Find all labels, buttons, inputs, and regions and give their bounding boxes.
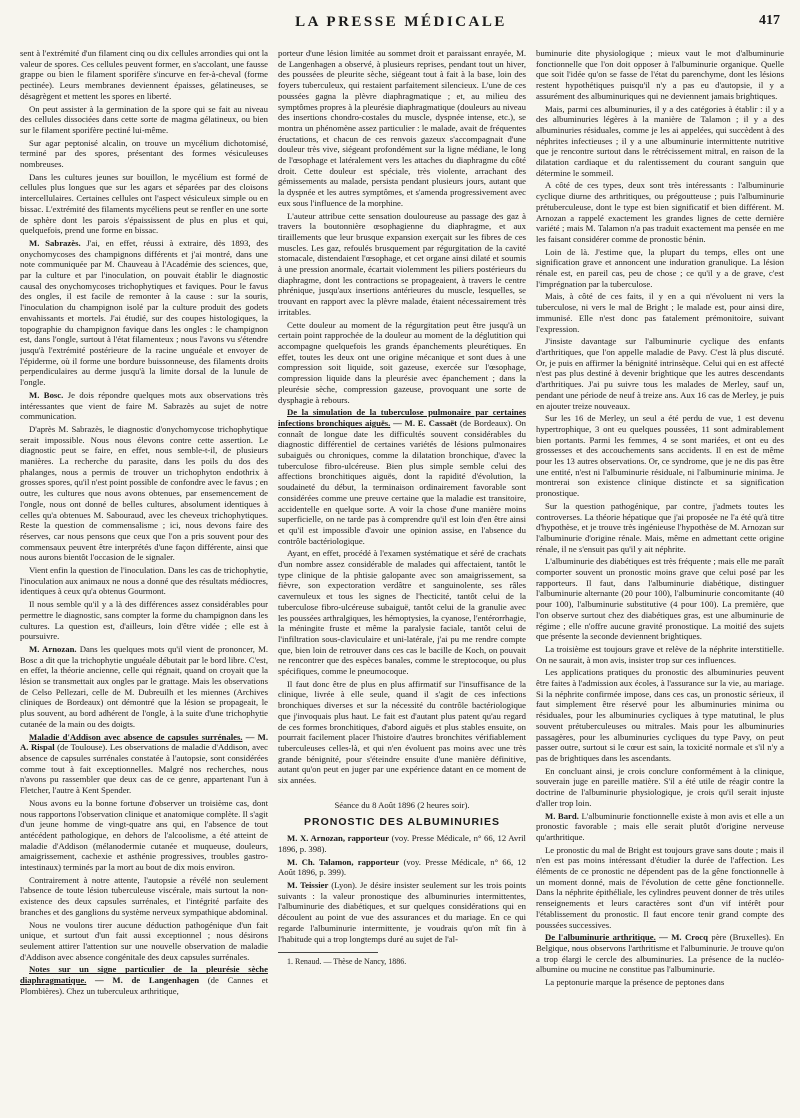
paragraph: A côté de ces types, deux sont très intéressants : l'albuminurie cyclique diurne des arthritiques, ou prégoutteuse ; puis l'albuminurie prétuberculeuse, dont le type est bien significatif et bien différent. M. Arnozan a rappelé exactement les grandes lignes de cette dernière variété ; mais M. Talamon n'a pas traduit exactement ma pensée en me les faisant considérer comme de pronostic bénin.	[536, 180, 784, 244]
paragraph: La troisième est toujours grave et relève de la néphrite interstitielle. On ne saurait, à mon avis, insister trop sur ces influences.	[536, 643, 784, 665]
paragraph	[20, 732, 268, 796]
paragraph: Sur les 16 de Merley, un seul a été perdu de vue, 1 est devenu hypertrophique, 3 ont eu quelques poussées, 11 sont admirablement bien portants. Parmi les femmes, 4 se sont mariées, et ont eu des grossesses et des accouchements sans accidents. Il en est de même pour les 13 autres observations. Or, ce syndrome, que je ne dis pas être une entité, n'est ni l'albuminurie résiduale, ni l'albuminurie minima. Je montrerai son existence clinique distincte et sa signification pronostique.	[536, 413, 784, 499]
paragraph: J'insiste davantage sur l'albuminurie cyclique des enfants d'arthritiques, que l'on appelle maladie de Pavy. C'est là plus discuté. Or, je puis en affirmer la bénignité intrinsèque. Celui qui en est affecté n'est pas plus destiné à devenir brightique que les autres descendants d'arthritiques. J'ai pu suivre tous les malades de Merley, sauf un, pendant une période de neuf à treize ans. Aux 16 cas de Merley, je puis en ajouter treize nouveaux.	[536, 336, 784, 411]
paragraph: Loin de là. J'estime que, la plupart du temps, elles ont une signification grave et annoncent une induration granulique. La lésion rénale est, en pareil cas, peu de chose ; ce qu'il y a de grave, c'est l'imprégnation par la tuberculose.	[536, 246, 784, 289]
paragraph: Le pronostic du mal de Bright est toujours grave sans doute ; mais il n'en est pas moins intéressant d'étudier la durée de l'affection. Les éléments de ce pronostic ne dépendent pas de la gêne fonctionnelle à un moment donné, mais de l'évolution de cette gêne fonctionnelle. Dans la néphrite épithéliale, les cylindres peuvent donner de très utiles renseignements et leurs caractères sont d'un vif intérêt pour l'établissement du pronostic. Il faut encore tenir grand compte des poussées successives.	[536, 844, 784, 930]
speaker-name: M. X. Arnozan, rapporteur	[287, 833, 390, 844]
paragraph: buminurie dite physiologique ; mieux vaut le mot d'albuminurie fonctionnelle que l'on doit opposer à l'albuminurie organique. Quelle que soit l'idée qu'on se fasse de l'état du parenchyme, dont les lésions restent hypothétiques puisqu'il n'y a pas eu d'autopsie, il y a assurément des albuminuriques qui ne deviennent jamais brightiques.	[536, 48, 784, 101]
paragraph-text: (de Toulouse). Les observations de maladie d'Addison, avec absence de capsules surrénales constatée à l'autopsie, sont considérées comme tout à fait exceptionnelles. Malgré nos recherches, nous n'avons pu rassembler que deux cas de ce genre, appartenant l'un à Fletcher, l'autre à Kent Spender.	[20, 742, 268, 796]
paragraph: Il nous semble qu'il y a là des différences assez considérables pour permettre le diagnostic, sans compter la forme du champignon dans les cultures. La question est, d'ailleurs, loin d'être vidée ; elle est à poursuivre.	[20, 599, 268, 642]
paragraph-text: (voy. Presse Médicale, n° 66, 12 Avril 1896, p. 398).	[278, 833, 526, 854]
paragraph	[536, 932, 784, 975]
page-header	[20, 0, 782, 40]
column-3	[536, 48, 784, 1112]
speaker-name: M. Teissier	[287, 880, 329, 891]
paragraph: Ayant, en effet, procédé à l'examen systématique et séré de crachats d'un nombre assez considérable de malades qui affectaient, tantôt le type clinique de la phtisie galopante avec son amaigrissement, sa fièvre, son expectoration verdâtre et sanguinolente, ses râles cavernuleux et tous les signes de l'hecticité, tantôt celui de la tuberculose fibro-ulcéreuse subaiguë, tantôt celui de la granulie avec les poussées arthralgiques, les hémoptysies, la cyanose, l'entérorrhagie, la méningite fruste et même la paralysie faciale, tantôt celui de l'infiltration sous-claviculaire et uni-latérale, j'ai pu me rendre compte que, bien loin de retrouver dans ces cas le bacille de Koch, on pouvait ne rencontrer que des espèces banales, comme le streptocoque, ou plus spécifiques, comme le pneumocoque.	[278, 548, 526, 677]
paragraph: D'après M. Sabrazès, le diagnostic d'onychomycose trichophytique serait impossible. Nous nous élevons contre cette assertion. Le diagnostic peut se faire, en effet, nous semble-t-il, de plusieurs manières. La recherche du parasite, dans les poils du dos des phalanges, nous a permis de trouver un trichophyton endothrix à grosses spores, qu'il n'est point possible de confondre avec le favus ; en outre, les cultures que nous avons obtenues, par ensemencement de l'ongle, nous ont donné de belles cultures, absolument identiques à celles qu'a obtenues M. Sabouraud, avec les cheveux trichophytiques. Reste la question de commensalisme ; ici, nous devons faire des réserves, car nous pensons que ceux que l'on a pris souvent pour des commensaux peuvent être interprétés d'une façon différente, ainsi que nous aurons bientôt l'occasion de le signaler.	[20, 423, 268, 563]
text-columns	[20, 48, 784, 1112]
speaker-name: M. Sabrazès.	[29, 237, 81, 248]
masthead-title: LA PRESSE MÉDICALE	[295, 14, 507, 30]
paragraph	[20, 390, 268, 422]
footnote-divider	[278, 952, 378, 953]
paragraph: Sur agar peptonisé alcalin, on trouve un mycélium dichotomisé, terminé par des spores, présentant des formes vésiculeuses nombreuses.	[20, 137, 268, 170]
paragraph-text: Je dois répondre quelques mots aux observations très intéressantes que vient de faire M. Sabrazès au sujet de notre communication.	[20, 389, 268, 422]
paragraph: Contrairement à notre attente, l'autopsie a révélé non seulement l'absence de toute lésion tuberculeuse viscérale, mais surtout la non-existence des deux capsules surrénales, et l'intégrité parfaite des branches et des ganglions du système nerveux sympathique abdominal.	[20, 874, 268, 917]
column-1	[20, 48, 268, 1112]
speaker-name: — M. Crocq	[655, 932, 708, 943]
paragraph-text: père (Bruxelles). En Belgique, nous observons l'arthritisme et l'albuminurie. Je trouve qu'on a trop élargi le cercle des albuminuries. La présence de la nucléo-albumine ou mucine ne constitue pas l'albuminurie.	[536, 932, 784, 975]
speaker-name: — M. E. Cassaët	[390, 417, 458, 428]
paragraph: Les applications pratiques du pronostic des albuminuries peuvent être faites à l'admission aux écoles, à l'assurance sur la vie, au mariage. Si la néphrite confirmée impose, dans ces cas, un pronostic sérieux, il faut simplement être réservé pour les albuminuries minima ou résiduales, pour les albuminuries cycliques à type matutinal, le plus souvent prétuberculeuses ou mitrales. Mais pour les albuminuries passagères, pour les albuminuries cycliques du type Pavy, on peut passer outre, surtout si le cœur est sain, la toxicité normale et s'il n'y a pas de brightiques dans les ascendants.	[536, 667, 784, 763]
paragraph: La peptonurie marque la présence de peptones dans	[545, 977, 725, 988]
speaker-name: — M. A. Rispal	[20, 731, 268, 753]
paragraph-text: (Lyon). Je désire insister seulement sur les trois points suivants : la valeur pronostique des albuminuries intermittentes, l'albuminurie des diabétiques, et sur quelques considérations qui en découlent au point de vue des assurances et du mariage. En ce qui regarde l'albuminurie intermittente, je voudrais qu'on mît fin à l'habitude qui a trop longtemps duré au sujet de l'al-	[278, 880, 526, 944]
column-2	[278, 48, 526, 1112]
communication-title: De la simulation de la tuberculose pulmonaire par certaines infections bronchiques aiguës.	[278, 407, 526, 428]
paragraph: sent à l'extrémité d'un filament cinq ou dix cellules arrondies qui ont la valeur de spores. Ces cellules peuvent former, en s'accolant, une fausse grappe ou bien le filament sporifère s'incurve en fer-à-cheval (forme pectinée). Leurs membranes deviennent épaisses, gélatineuses, se désagrègent et mettent les spores en liberté.	[20, 48, 268, 101]
speaker-name: M. Bard.	[545, 810, 579, 821]
paragraph	[20, 964, 268, 996]
speaker-name: — M. de Langenhagen	[86, 975, 200, 986]
paragraph: L'albuminurie des diabétiques est très fréquente ; mais elle me paraît comporter souvent un pronostic moins grave que celui posé par les rapporteurs. Il faut, dans l'albuminurie diabétique, distinguer l'albuminurie alternante (20 pour 100), l'albuminurie concomitante (40 pour 100), l'albuminurie substitutive (4 pour 100). La première, que l'on observe surtout chez des diabétiques gras, est une albuminurie de régime ; elle n'offre aucune gravité pronostique. La moitié des sujets que présente la seconde deviennent brightiques.	[536, 556, 784, 642]
paragraph: En concluant ainsi, je crois conclure conformément à la clinique, souverain juge en pareille matière. S'il a été utile de réagir contre la doctrine de l'albuminurie physiologique, je crois qu'il serait injuste d'aller trop loin.	[536, 765, 784, 808]
paragraph: On peut assister à la germination de la spore qui se fait au niveau des cellules dissociées dans cette sorte de magma gélatineux, ou bien sur le filament sporifère pectiné lui-même.	[20, 103, 268, 135]
paragraph-text: Dans les quelques mots qu'il vient de prononcer, M. Bosc a dit que la trichophytie unguéale débutait par le bord libre. C'est, en effet, la théorie ancienne, celle qui régnait, quand on croyait que la lésion se transmettait aux ongles par le grattage. Mais les observations de Celso Pellezari, celle de M. Dubreuilh et les miennes (Archives cliniques de Bordeaux) ont démontré que la lésion se propageait, le plus souvent, au bord adhérent de l'ongle, à la suite d'une trichophytie cutanée de la main ou des doigts.	[20, 643, 268, 729]
speaker-name: M. Bosc.	[29, 389, 64, 400]
paragraph	[278, 833, 526, 854]
footnote: 1. Renaud. — Thèse de Nancy, 1886.	[287, 957, 407, 967]
paragraph: Mais, parmi ces albuminuries, il y a des catégories à établir : il y a des albuminuries légères à la manière de Talamon ; il y a des albuminuries résiduales, comme je les ai appelées, qui succèdent à des néphrites infectieuses ; il y a une albuminurie intermittente nutritive que je rencontre surtout dans le rétrécissement mitral, en raison de la dilatation cardiaque et du ralentissement du courant sanguin que détermine le sommeil.	[536, 103, 784, 178]
communication-title: Maladie d'Addison avec absence de capsules surrénales.	[29, 731, 243, 742]
page-number: 417	[759, 13, 780, 28]
paragraph: Dans les cultures jeunes sur bouillon, le mycélium est formé de cellules plus longues que sur les agars et séparées par des cloisons intercellulaires. Certaines cellules ont l'aspect vésiculeux simple ou en bissac. L'extrémité des filaments mycéliens peut se renfler en une sorte de sphère dont les parois s'épaississent de plus en plus et qui, quelquefois, prend une forme en bissac.	[20, 171, 268, 236]
paragraph-text: (voy. Presse Médicale, n° 66, 12 Août 1896, p. 399).	[278, 856, 526, 878]
paragraph: Cette douleur au moment de la régurgitation peut être jusqu'à un certain point rapprochée de la douleur au moment de la déglutition qui accompagne quelquefois les grands épanchements pleurétiques. En effet, toutes les deux ont une origine mécanique et sont dues à une compression soit liquide, soit gazeuse, exercée sur l'œsophage, compression liquide dans la pleurésie avec épanchement ; dans la pleurésie sèche, compression gazeuse, provoquant une sorte de dysphagie à rebours.	[278, 319, 526, 405]
session-heading: Séance du 8 Août 1896 (2 heures soir).	[334, 799, 470, 810]
communication-title: Notes sur un signe particulier de la pleurésie sèche diaphragmatique.	[20, 964, 268, 986]
speaker-name: M. Ch. Talamon, rapporteur	[287, 856, 400, 867]
paragraph: Nous ne voulons tirer aucune déduction pathogénique d'un fait unique, et surtout d'un fait aussi exceptionnel ; nous désirons seulement attirer l'attention sur une nouvelle observation de maladie d'Addison avec absence congénitale des deux capsules surrénales.	[20, 919, 268, 962]
paragraph: Il faut donc être de plus en plus affirmatif sur l'insuffisance de la clinique, livrée à elle seule, quand il s'agit de ces infections bronchiques diverses et sur la nécessité du contrôle bactériologique que j'invoquais plus haut. Le fait est d'autant plus patent qu'au regard de ces formes bronchitiques, d'abord aiguës et plus stables ensuite, on pourrait facilement placer l'histoire d'autres bronchites vérifiablement tuberculeuses celles-là, et qui n'en évoluent pas moins avec une très grande bénignité, pour s'éteindre ensuite d'une manière définitive, autant qu'on peut en juger par une expérience datant en ce moment de six années.	[278, 678, 526, 786]
paragraph: Sur la question pathogénique, par contre, j'admets toutes les controverses. La théorie hépatique que j'ai proposée ne l'a été qu'à titre d'hypothèse, et je trouve très ingénieuse l'hypothèse de M. Arnozan sur l'albuminurie d'origine rénale. Mais, même en admettant cette origine rénale, il ne s'ensuit pas qu'il y ait néphrite.	[536, 500, 784, 554]
paragraph	[536, 811, 784, 843]
paragraph: Nous avons eu la bonne fortune d'observer un troisième cas, dont nous rapportons l'observation clinique et anatomique complète. Il s'agit d'un jeune homme de vingt-quatre ans qui, en l'absence de tout antécédent pathologique, en dehors de l'alcoolisme, a été atteint de maladie d'Addison (mélanodermie cutanée et muqueuse, douleurs, amaigrissement, cachexie et asthénie progressives, troubles gastro-intestinaux) terminés par la mort au bout de dix mois environ.	[20, 797, 268, 873]
paragraph	[278, 857, 526, 878]
paragraph: L'auteur attribue cette sensation douloureuse au passage des gaz à travers la boutonnière œsophagienne du diaphragme, et aux tiraillements que leur brusque expansion exerçait sur les fibres de ces muscles. Les gaz, refoulés brusquement par régurgitation de la cavité stomacale, distendaient l'œsophage, et cet organe ainsi dilaté et soumis à une pression anormale, écartait violemment les piliers postérieurs du diaphragme, dont les contractions se propageaient, à travers le centre phrénique, jusqu'aux insertions antérieures du muscle, lesquelles, se trouvant en rapport avec la plèvre malade, étaient nécessairement très irritables.	[278, 210, 526, 317]
paragraph-text: J'ai, en effet, réussi à extraire, dès 1893, des onychomycoses des champignons différents et j'ai montré, dans une note communiquée par M. Chauveau à l'Académie des sciences, que, par la culture et par l'inoculation, on pouvait établir le diagnostic causal des onychomycoses trichophytiques et faviques. Pour le favus des ongles, il est facile de remonter à la cause : sur la souris, l'inoculation du champignon isolé par la culture produit des godets envahissants et mortels. J'ai étudié, sur des coupes histologiques, la topographie du champignon favique dans les ongles : le champignon est, dans l'ongle, surtout à l'état filamenteux ; nous l'avons vu s'étendre jusqu'à l'extrémité postérieure de la racine unguéale et envoyer de l'épiderme, où il forme une bordure buissonneuse, des filaments droits perpendiculaires au derme jusqu'à la limite dorsal de la lunule de l'ongle.	[20, 237, 268, 388]
paragraph	[278, 407, 526, 546]
paragraph-text: (de Bordeaux). On connaît de longue date les difficultés souvent considérables du diagnostic différentiel de certaines variétés de lésions pulmonaires subaiguës ou chroniques, comme la dilatation bronchique, d'avec la tuberculose fibro-ulcéreuse. Bien plus simple semble celui des affections bronchitiques aiguës, dont la rapidité d'évolution, la soudaineté du début, la terminaison ordinairement favorable sont considérées comme une preuve certaine que la maladie est transitoire, accidentelle en quelque sorte. A voir la chose d'une manière moins superficielle, on ne tarde pas à comprendre qu'il est loin d'en être ainsi et qu'il est impossible d'avoir une opinion assise, en l'absence du contrôle bactériologique.	[278, 417, 526, 546]
speaker-name: M. Arnozan.	[29, 643, 77, 654]
section-title: PRONOSTIC DES ALBUMINURIES	[304, 815, 500, 828]
paragraph: Mais, à côté de ces faits, il y en a qui n'évoluent ni vers la tuberculose, ni vers le mal de Bright ; le malade est, pour ainsi dire, immunisé. Elle n'est donc pas fatalement prémonitoire, suivant l'expression.	[536, 291, 784, 334]
communication-title: De l'albuminurie arthritique.	[545, 932, 656, 943]
paragraph: porteur d'une lésion limitée au sommet droit et paraissant enrayée, M. de Langenhagen a observé, à plusieurs reprises, pendant tout un hiver, des poussées de pleurite sèche, siégeant tout à fait à la base, loin des foyers tuberculeux, qui restaient parfaitement silencieux. L'une de ces poussées gagna la plèvre diaphragmatique ; et, au milieu des symptômes propres à la pleurésie diaphragmatique (douleurs au niveau des insertions chondro-costales du muscle, dyspnée intense, etc.), se montra un phénomène assez particulier : le malade, avait de fréquentes éructations, et chacun de ces renvois gazeux s'accompagnait d'une douleur très vive, siégeant profondément sur la ligne médiane, le long de l'œsophage et latéralement vers les attaches du diaphragme du côté droit. Cette douleur est spéciale, très violente, arrachant des gémissements au malade, persista pendant plusieurs jours, autant que la dyspnée et les autres symptômes, et s'amenda progressivement avec eux sous l'influence de la morphine.	[278, 48, 526, 208]
paragraph	[20, 644, 268, 730]
paragraph	[20, 238, 268, 388]
paragraph-text: L'albuminurie fonctionnelle existe à mon avis et elle a un pronostic favorable ; mais elle serait plutôt d'origine nerveuse qu'arthritique.	[536, 810, 784, 842]
paragraph-text: (de Cannes et Plombières). Chez un tuberculeux arthritique,	[20, 975, 268, 996]
paragraph: Vient enfin la question de l'inoculation. Dans les cas de trichophytie, l'inoculation aux animaux ne nous a donné que des résultats médiocres, identiques à ceux qu'a obtenus Gourmont.	[20, 565, 268, 597]
paragraph	[278, 880, 526, 944]
